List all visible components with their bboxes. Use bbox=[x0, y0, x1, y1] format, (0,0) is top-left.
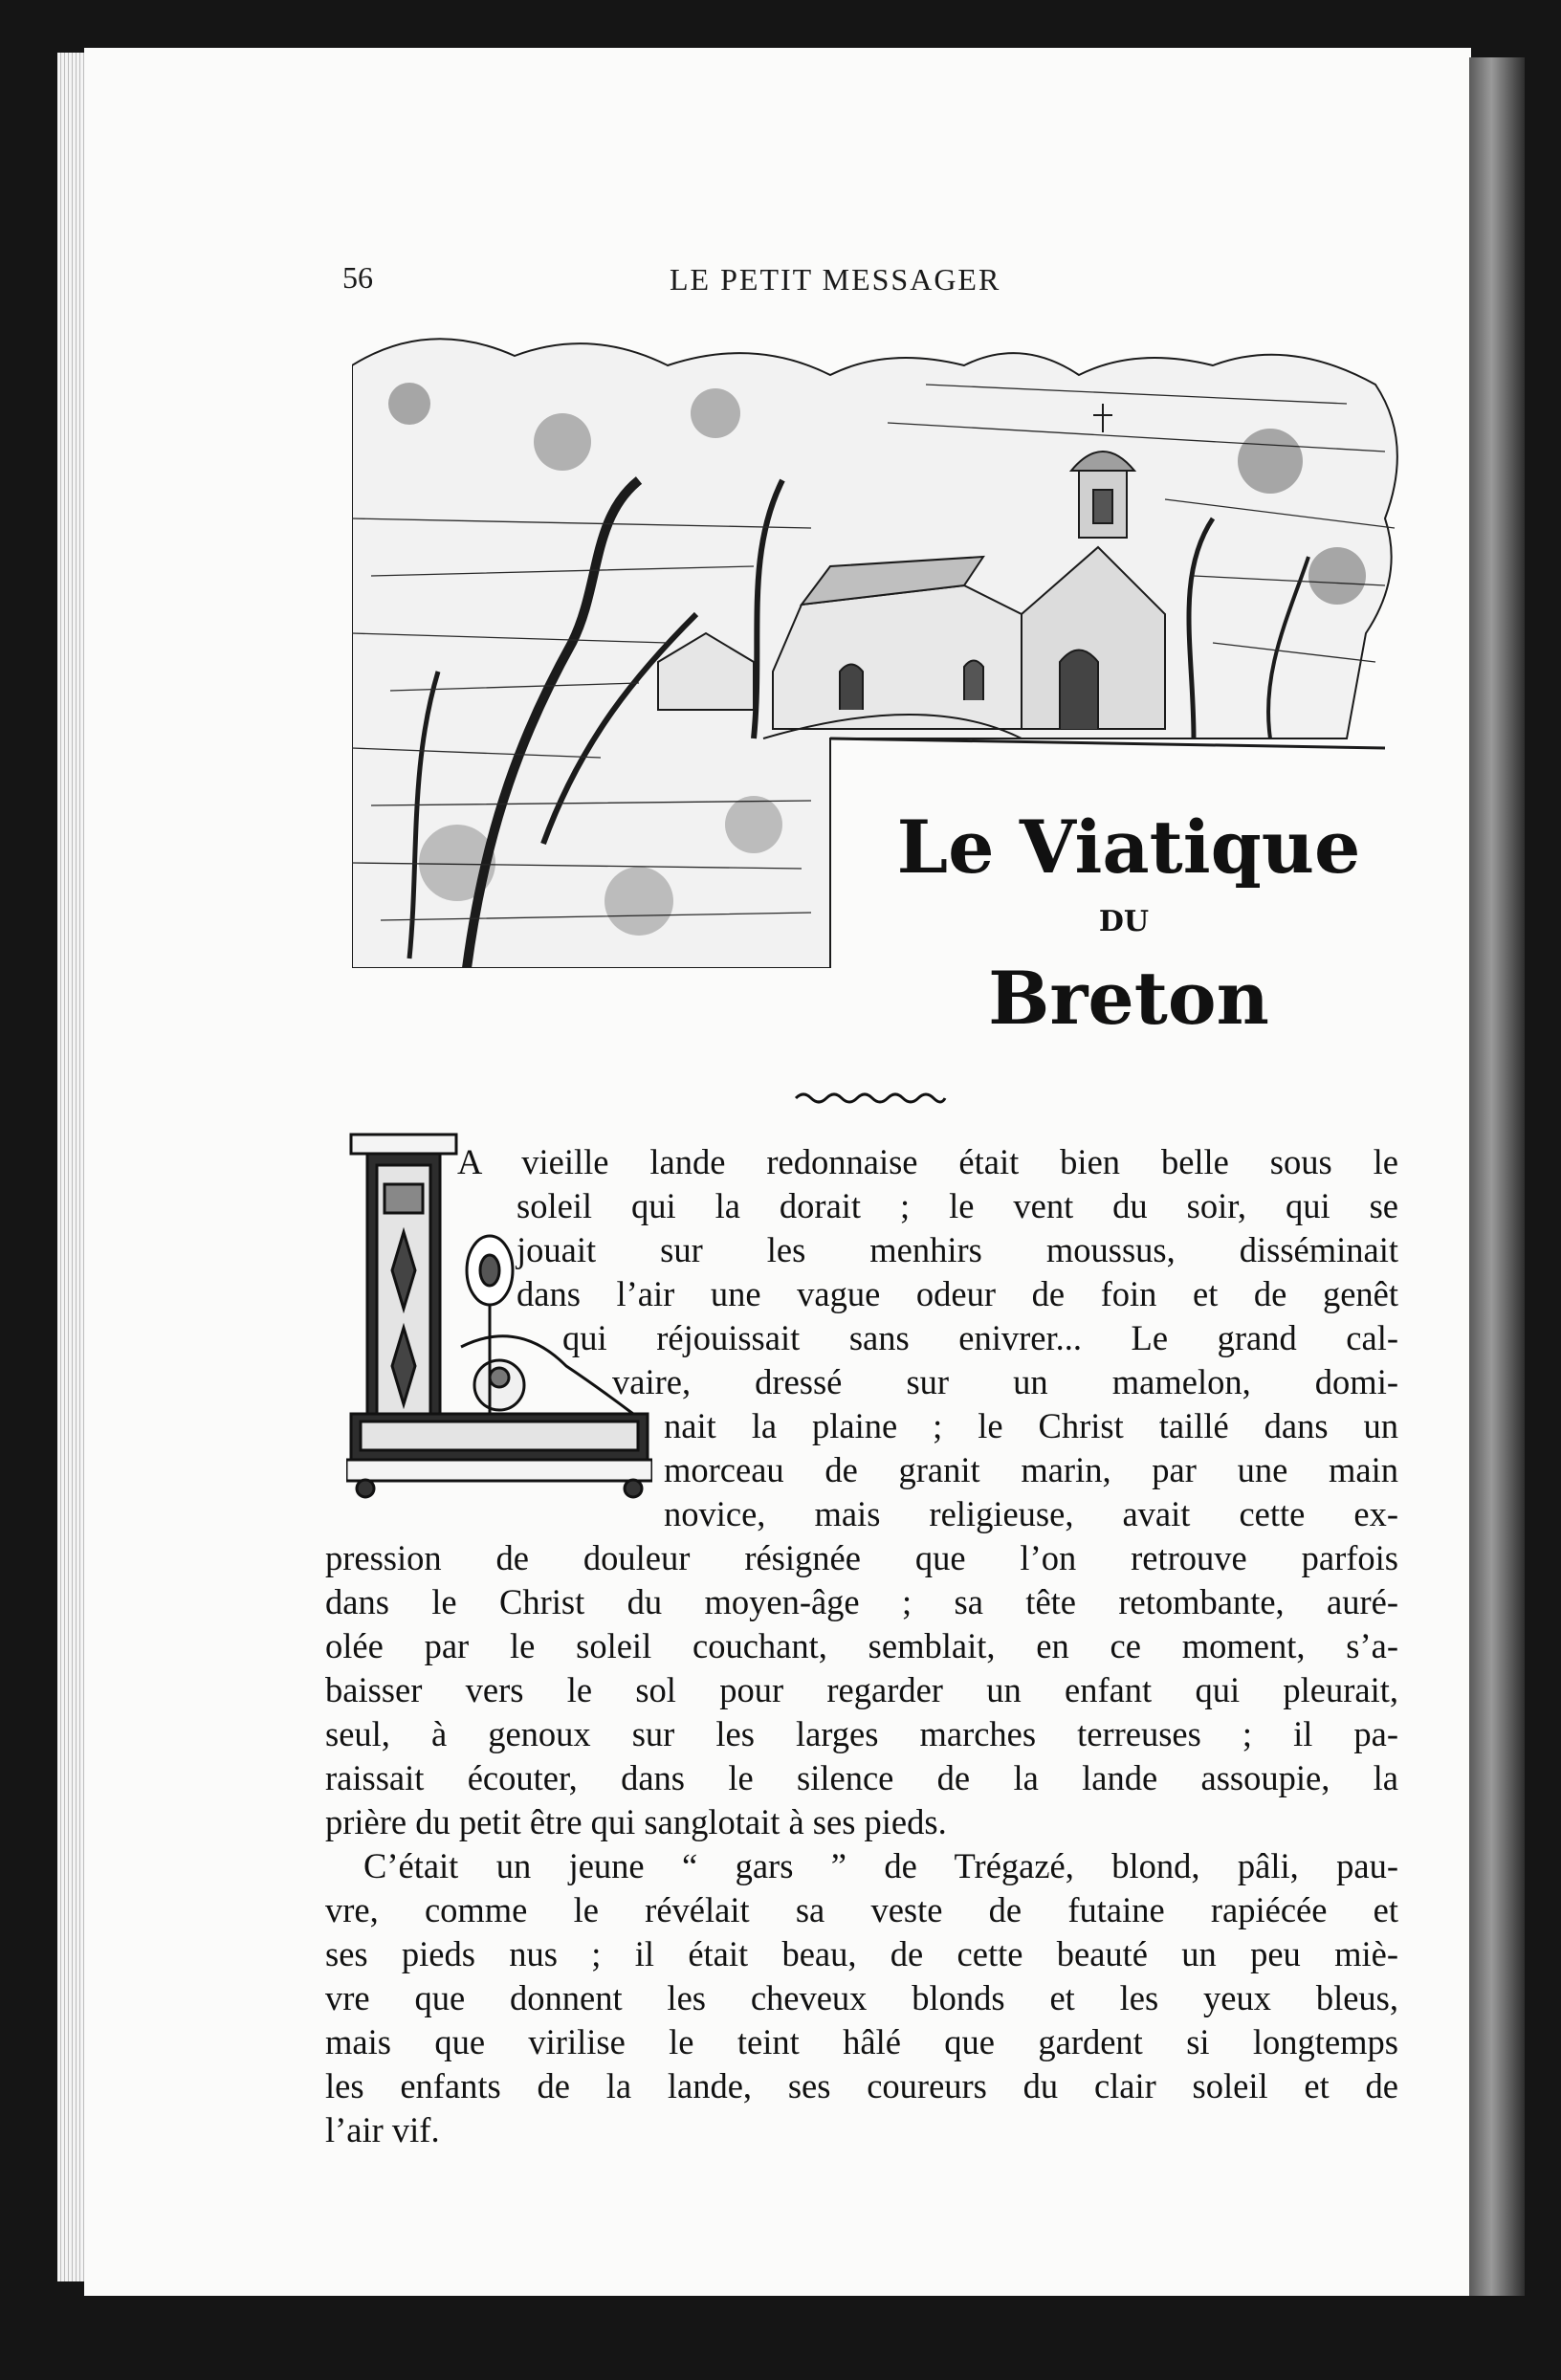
text-line: les enfants de la lande, ses coureurs du clair soleil et de bbox=[325, 2066, 1398, 2105]
paragraph-2 bbox=[325, 1844, 1398, 2152]
text-line: vaire, dressé sur un mamelon, domi- bbox=[612, 1362, 1398, 1401]
text-line: raissait écouter, dans le silence de la lande assoupie, la bbox=[325, 1758, 1398, 1797]
text-line: dans le Christ du moyen-âge ; sa tête retombante, auré- bbox=[325, 1582, 1398, 1621]
text-line: jouait sur les menhirs moussus, disséminait bbox=[517, 1230, 1398, 1269]
text-line: morceau de granit marin, par une main bbox=[664, 1450, 1398, 1489]
title-line-1: Le Viatique bbox=[896, 804, 1361, 890]
text-line: pression de douleur résignée que l’on retrouve parfois bbox=[325, 1538, 1398, 1577]
text-line: vre que donnent les cheveux blonds et les yeux bleus, bbox=[325, 1978, 1398, 2017]
text-line: A vieille lande redonnaise était bien belle sous le bbox=[457, 1142, 1398, 1181]
running-head bbox=[0, 260, 1561, 298]
text-line: qui réjouissait sans enivrer... Le grand cal- bbox=[562, 1318, 1398, 1357]
text-line: nait la plaine ; le Christ taillé dans un bbox=[664, 1406, 1398, 1445]
text-line: baisser vers le sol pour regarder un enfant qui pleurait, bbox=[325, 1670, 1398, 1709]
paragraph-1 bbox=[325, 1140, 1398, 1844]
wavy-ornament-rule bbox=[794, 1089, 947, 1108]
text-line: l’air vif. bbox=[325, 2110, 440, 2149]
chapter-title bbox=[823, 802, 1396, 1047]
text-line: C’était un jeune “ gars ” de Trégazé, blond, pâli, pau- bbox=[363, 1846, 1398, 1885]
book-spine-edge-right bbox=[1469, 57, 1525, 2296]
journal-title: LE PETIT MESSAGER bbox=[670, 262, 1001, 297]
text-line: vre, comme le révélait sa veste de futaine rapiécée et bbox=[325, 1890, 1398, 1929]
text-line: ses pieds nus ; il était beau, de cette beauté un peu miè- bbox=[325, 1934, 1398, 1973]
text-line: novice, mais religieuse, avait cette ex- bbox=[664, 1494, 1398, 1533]
text-line: prière du petit être qui sanglotait à ses pieds. bbox=[325, 1802, 947, 1841]
text-line: olée par le soleil couchant, semblait, en ce moment, s’a- bbox=[325, 1626, 1398, 1665]
title-line-2: DU bbox=[1098, 905, 1150, 938]
text-line: seul, à genoux sur les larges marches terreuses ; il pa- bbox=[325, 1714, 1398, 1753]
page-number: 56 bbox=[342, 260, 373, 295]
text-line: dans l’air une vague odeur de foin et de genêt bbox=[517, 1274, 1398, 1313]
text-line: soleil qui la dorait ; le vent du soir, qui se bbox=[517, 1186, 1398, 1225]
book-page-edges-left bbox=[57, 53, 86, 2281]
article-body bbox=[325, 1140, 1398, 2152]
title-line-3: Breton bbox=[988, 956, 1269, 1041]
text-line: mais que virilise le teint hâlé que gardent si longtemps bbox=[325, 2022, 1398, 2061]
